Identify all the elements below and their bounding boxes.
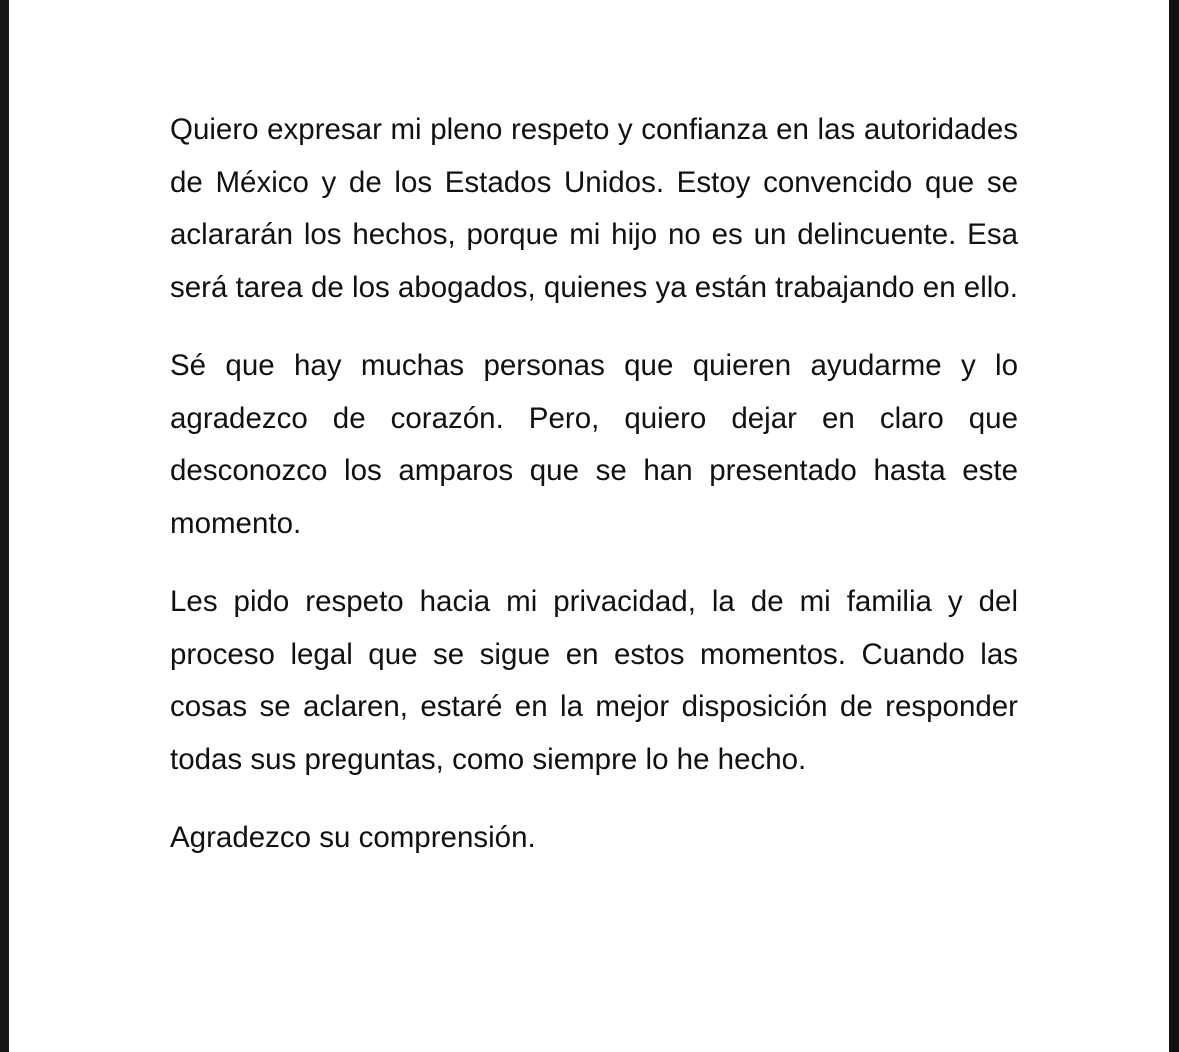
paragraph-3: Les pido respeto hacia mi privacidad, la de mi familia y del proceso legal que se sigue en estos momentos. Cuando las cosas se aclaren, estaré en la mejor disposición de responder todas sus preguntas, como siempre lo he hecho. [170, 585, 1018, 776]
paragraph-2: Sé que hay muchas personas que quieren ayudarme y lo agradezco de corazón. Pero, quiero dejar en claro que desconozco los amparos que se han presentado hasta este momento. [170, 349, 1018, 540]
paragraph-1: Quiero expresar mi pleno respeto y confianza en las autoridades de México y de los Estados Unidos. Estoy convencido que se aclararán los hechos, porque mi hijo no es un delincuente. Esa será tarea de los abogados, quienes ya están trabajando en ello. [170, 113, 1018, 304]
left-border [0, 0, 9, 1052]
paragraph-4: Agradezco su comprensión. [170, 821, 536, 854]
right-border [1169, 0, 1179, 1052]
document-page[interactable] [9, 0, 1169, 1052]
document-body [170, 104, 1018, 865]
